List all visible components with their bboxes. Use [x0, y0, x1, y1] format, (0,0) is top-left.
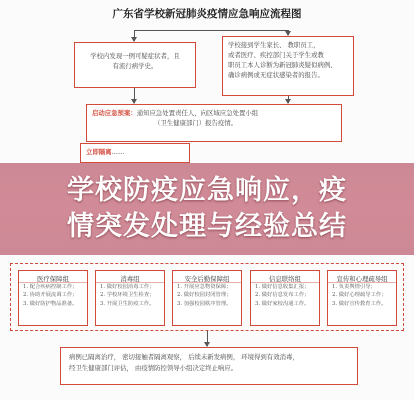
document-title: 广东省学校新冠肺炎疫情应急响应流程图 [112, 8, 302, 20]
group-publicity [327, 270, 397, 326]
banner-line-1: 学校防疫应急响应，疫 [67, 175, 347, 206]
group-publicity-item-3: 3. 做好宣传教育工作。 [332, 300, 387, 307]
group-disinfection-item-2: 2. 学校环境卫生检查； [100, 292, 155, 299]
report-received-box [222, 36, 354, 96]
school-discovery-box [74, 42, 196, 88]
start-plan-line2: （卫生健康部门）报告疫情。 [154, 119, 238, 127]
start-plan-line1: 通知应急处置责任人，向区域应急处置小组 [136, 109, 259, 117]
group-medical-title: 医疗保障组 [19, 271, 87, 283]
end-box-line1: 病例已隔离治疗， 密切接触者隔离观察， 后续未新发病例， 环境得到有效消毒， [69, 353, 299, 361]
title-banner [0, 163, 414, 255]
arrow-notify-to-start [288, 96, 289, 103]
arrow-school-to-start [134, 88, 135, 103]
group-publicity-item-1: 1. 负责舆情引导； [332, 284, 376, 290]
arrow-groups-to-end [207, 331, 208, 346]
group-logistics-title: 安全后勤保障组 [173, 271, 241, 283]
group-publicity-item-2: 2. 做好心理疏导工作； [332, 292, 387, 299]
group-information [250, 270, 320, 326]
start-emergency-plan-box [86, 104, 342, 142]
notify-line-4: 确诊病例或无症状感染者的报告。 [228, 71, 324, 79]
group-logistics-item-3: 3. 加强校园秩序管理。 [177, 300, 232, 307]
school-box-line1: 学校内发现一例可疑症状者，且 [90, 52, 180, 60]
group-information-item-2: 2. 做好信息发布工作； [255, 292, 310, 299]
group-logistics-item-2: 2. 做好校园封闭管理； [177, 292, 232, 299]
notify-line-1: 学校接到学生家长、 教职员工， [228, 41, 320, 49]
isolation-label: 立即隔离 [86, 148, 112, 156]
connector-top [134, 30, 288, 31]
group-medical-item-2: 2. 协助开展流调工作； [23, 292, 78, 299]
school-box-line2: 有流行病学史。 [112, 62, 158, 70]
end-response-box [60, 347, 358, 385]
arrow-to-school-box [134, 30, 135, 41]
group-medical-item-1: 1. 配合疾病控制工作； [23, 284, 78, 290]
group-logistics-item-1: 1. 开展应急物资保障； [177, 284, 232, 290]
isolation-box [80, 143, 190, 163]
end-box-line2: 经卫生健康部门评估， 由疫情防控领导小组决定终止响应。 [69, 363, 238, 372]
group-disinfection-item-1: 1. 做好校园消毒工作； [100, 284, 155, 290]
arrow-to-notify-box [288, 30, 289, 35]
group-medical [18, 270, 88, 326]
group-information-title: 信息联络组 [251, 271, 319, 283]
group-information-item-1: 1. 做好信息收集汇报； [255, 284, 310, 290]
group-information-item-3: 3. 做好家校沟通工作。 [255, 300, 310, 307]
group-disinfection [95, 270, 165, 326]
banner-line-2: 情突发处理与经验总结 [67, 211, 347, 242]
group-medical-item-3: 3. 做好防护物品准备。 [23, 300, 78, 307]
group-logistics [172, 270, 242, 326]
group-disinfection-item-3: 3. 开展卫生防疫工作。 [100, 300, 155, 307]
isolation-line1: …… [111, 148, 125, 156]
group-disinfection-title: 消毒组 [96, 271, 164, 283]
start-plan-label: 启动应急预案： [92, 109, 137, 117]
notify-line-3: 职员工本人诊断为新冠肺炎疑似病例、 [228, 61, 337, 69]
notify-line-2: 或者医疗、疾控部门关于学生或教 [228, 51, 324, 59]
group-publicity-title: 宣传和心理疏导组 [328, 271, 396, 283]
